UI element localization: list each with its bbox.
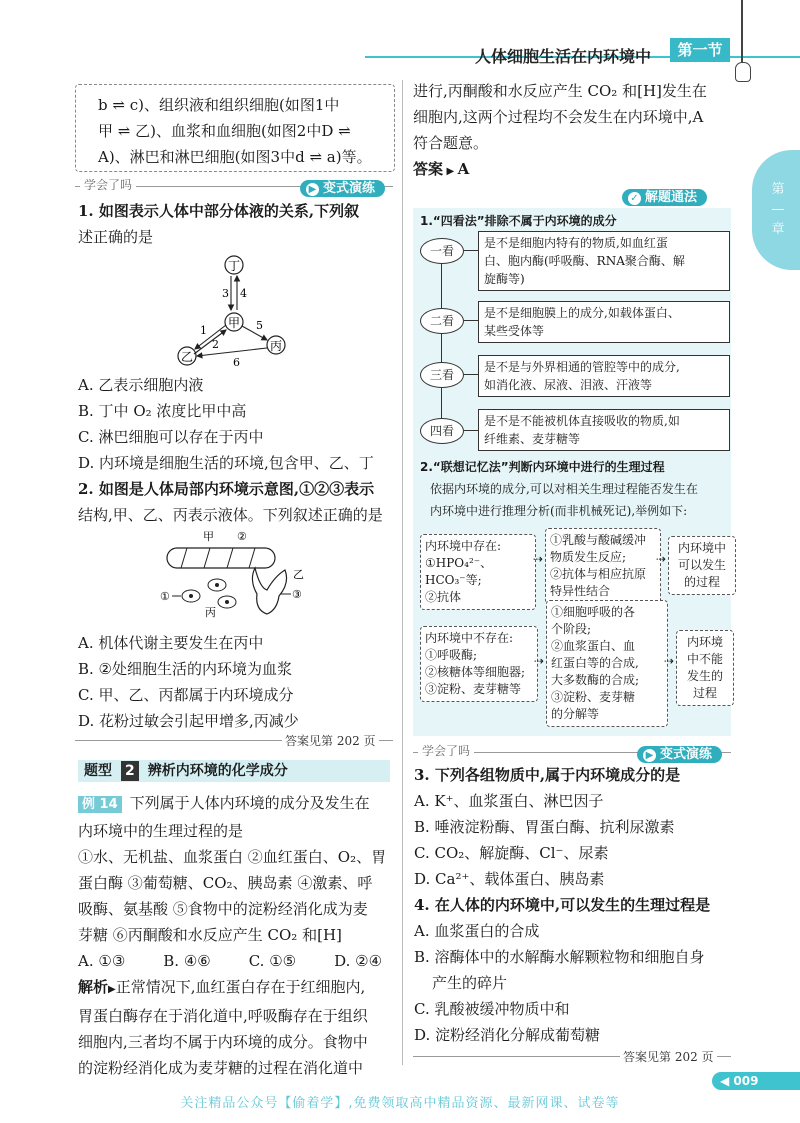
chapter-tab-label: 第 — 章	[771, 182, 785, 237]
question-2-stem: 2. 如图是人体局部内环境示意图,①②③表示 结构,甲、乙、丙表示液体。下列叙述正确的是	[78, 480, 383, 524]
connector	[464, 250, 478, 251]
analysis-continued: 进行,丙酮酸和水反应产生 CO₂ 和[H]发生在 细胞内,这两个过程均不会发生在内环境中,A 符合题意。 答案 ▶ A	[413, 82, 707, 178]
method-heading-2: 2.“联想记忆法”判断内环境中进行的生理过程	[420, 460, 665, 474]
not-exists-result-box: 内环境 中不能 发生的 过程	[676, 630, 734, 706]
label-jia: 甲	[203, 530, 214, 543]
topic-heading: 题型 2 辨析内环境的化学成分	[84, 763, 288, 779]
option: A. K⁺、血浆蛋白、淋巴因子	[414, 792, 604, 810]
hanging-string	[741, 0, 743, 62]
arrow-right-icon: ⇢	[533, 552, 544, 566]
look-box-2: 是不是细胞膜上的成分,如载体蛋白、 某些受体等	[478, 301, 730, 343]
option: 产生的碎片	[432, 974, 508, 992]
node-jia: 甲	[227, 316, 241, 330]
example-options: A. ①③ B. ④⑥ C. ①⑤ D. ②④	[78, 952, 383, 970]
summary-text	[98, 92, 388, 170]
label-3: ③	[292, 588, 302, 601]
option: B. 溶酶体中的水解酶水解颗粒物和细胞自身	[414, 948, 705, 966]
not-exists-box: 内环境中不存在: ①呼吸酶; ②核糖体等细胞器; ③淀粉、麦芽糖等	[420, 626, 538, 702]
option: D. 淀粉经消化分解成葡萄糖	[414, 1026, 601, 1044]
not-exists-processes-box: ①细胞呼吸的各 个阶段; ②血浆蛋白、血 红蛋白等的合成, 大多数酶的合成; ③淀粉、麦芽糖 的分解等	[546, 600, 668, 727]
arrow-label: 5	[256, 319, 263, 332]
option: A. 血浆蛋白的合成	[414, 922, 540, 940]
text-line: b ⇌ c)、组织液和组织细胞(如图1中	[98, 96, 340, 114]
play-icon: ▶	[306, 183, 319, 196]
option: D. 内环境是细胞生活的环境,包含甲、乙、丁	[78, 454, 374, 472]
text-line: 甲 ⇌ 乙)、血浆和血细胞(如图2中D ⇌	[98, 122, 351, 140]
label-yi: 乙	[293, 568, 304, 581]
question-1-stem: 1. 如图表示人体中部分体液的关系,下列叙 述正确的是	[78, 202, 360, 246]
column-divider	[402, 80, 403, 1065]
answer-reference: 答案见第 202 页	[282, 732, 379, 749]
method-intro: 依据内环境的成分,可以对相关生理过程能否发生在 内环境中进行推理分析(而非机械死记),举例如下:	[430, 482, 698, 518]
arrow-label: 4	[240, 287, 247, 300]
section-badge: 第一节	[670, 38, 730, 62]
option: A. 机体代谢主要发生在丙中	[78, 634, 264, 652]
arrow-label: 3	[222, 287, 229, 300]
exists-processes-box: ①乳酸与酸碱缓冲 物质发生反应; ②抗体与相应抗原 特异性结合	[545, 528, 661, 604]
method-heading-1: 1.“四看法”排除不属于内环境的成分	[420, 214, 617, 228]
lightbulb-icon	[735, 62, 751, 82]
practice-badge: ▶ 变式演练	[300, 177, 385, 196]
exists-box: 内环境中存在: ①HPO₄²⁻、HCO₃⁻等; ②抗体	[420, 534, 536, 610]
arrow-label: 1	[200, 324, 207, 337]
answer-label: 答案	[413, 160, 444, 178]
option: B. ②处细胞生活的内环境为血浆	[78, 660, 293, 678]
label-2: ②	[237, 530, 247, 543]
example-14: 例 14 下列属于人体内环境的成分及发生在 内环境中的生理过程的是 ①水、无机盐、血浆蛋白 ②血红蛋白、O₂、胃 蛋白酶 ③葡萄糖、CO₂、胰岛素 ④激素、呼 吸酶、氨基酸 ⑤食物中的淀粉经消化成为麦 芽糖 ⑥丙酮酸和水反应产生 CO₂ 和[H] A. ①③ B. ④⑥ C. ①⑤ D. ②④ 解析▶正常情况下,血红蛋白存在于红细胞内, 胃蛋白酶存在于消化道中,呼吸酶存在于组织 细胞内,三者均不属于内环境的成分。食物中 的淀粉经消化成为麦芽糖的过程在消化道中	[78, 790, 398, 1081]
option: B. 唾液淀粉酶、胃蛋白酶、抗利尿激素	[414, 818, 675, 836]
option: C. 乳酸被缓冲物质中和	[414, 1000, 570, 1018]
play-icon: ▶	[643, 749, 656, 762]
look-box-1: 是不是细胞内特有的物质,如血红蛋 白、胞内酶(呼吸酶、RNA聚合酶、解 旋酶等)	[478, 231, 730, 291]
check-icon: ✓	[628, 192, 641, 205]
arrow-right-icon: ⇢	[534, 654, 545, 668]
node-bing: 丙	[269, 339, 283, 353]
look-oval-3: 三看	[420, 362, 464, 388]
page-number: ◀ 009	[712, 1072, 800, 1090]
xuehuile-label: 学会了吗	[80, 176, 136, 193]
option: B. 丁中 O₂ 浓度比甲中高	[78, 402, 247, 420]
option: C. 甲、乙、丙都属于内环境成分	[78, 686, 294, 704]
look-oval-4: 四看	[420, 418, 464, 444]
option: A. 乙表示细胞内液	[78, 376, 204, 394]
example-tag: 例 14	[78, 796, 122, 813]
option: D. Ca²⁺、载体蛋白、胰岛素	[414, 870, 605, 888]
fluid-relation-diagram	[170, 252, 290, 370]
arrow-label: 6	[233, 356, 240, 369]
node-ding: 丁	[227, 259, 241, 273]
question-3: 3. 下列各组物质中,属于内环境成分的是 A. K⁺、血浆蛋白、淋巴因子 B. 唾液淀粉酶、胃蛋白酶、抗利尿激素 C. CO₂、解旋酶、Cl⁻、尿素 D. Ca²⁺、载体蛋白、胰岛素 4. 在人体的内环境中,可以发生的生理过程是 A. 血浆蛋白的合成 B. 溶酶体中的水解酶水解颗粒物和细胞自身 产生的碎片 C. 乳酸被缓冲物质中和 D. 淀粉经消化分解成葡萄糖	[414, 762, 734, 1048]
look-box-4: 是不是不能被机体直接吸收的物质,如 纤维素、麦芽糖等	[478, 409, 730, 451]
label-1: ①	[160, 590, 170, 603]
footer-promo: 关注精品公众号【偷着学】,免费领取高中精品资源、最新网课、试卷等	[180, 1096, 620, 1111]
chapter-title: 人体细胞生活在内环境中	[475, 47, 652, 66]
arrow-label: 2	[212, 338, 219, 351]
node-yi: 乙	[180, 350, 194, 364]
text-line: A)、淋巴和淋巴细胞(如图3中d ⇌ a)等。	[98, 148, 372, 166]
option: C. CO₂、解旋酶、Cl⁻、尿素	[414, 844, 609, 862]
analysis-label: 解析	[78, 978, 109, 996]
internal-environment-diagram	[155, 528, 315, 620]
connector	[464, 374, 478, 375]
question-2-options	[78, 630, 398, 734]
arrow-right-icon: ⇢	[656, 552, 667, 566]
look-box-3: 是不是与外界相通的管腔等中的成分, 如消化液、尿液、泪液、汗液等	[478, 355, 730, 397]
xuehuile-label: 学会了吗	[418, 742, 474, 759]
question-1-options	[78, 372, 398, 476]
exists-result-box: 内环境中 可以发生 的过程	[668, 536, 736, 595]
method-badge: ✓ 解题通法	[622, 186, 707, 205]
label-bing: 丙	[205, 606, 216, 619]
practice-badge: ▶ 变式演练	[637, 743, 722, 762]
topic-number: 2	[121, 761, 139, 781]
option: D. 花粉过敏会引起甲增多,丙减少	[78, 712, 299, 730]
connector	[464, 430, 478, 431]
look-oval-2: 二看	[420, 308, 464, 334]
answer-reference: 答案见第 202 页	[620, 1048, 717, 1065]
look-connector	[441, 260, 442, 430]
arrow-right-icon: ⇢	[664, 654, 675, 668]
answer-value: A	[457, 160, 470, 178]
option: C. 淋巴细胞可以存在于丙中	[78, 428, 264, 446]
look-oval-1: 一看	[420, 238, 464, 264]
connector	[464, 320, 478, 321]
